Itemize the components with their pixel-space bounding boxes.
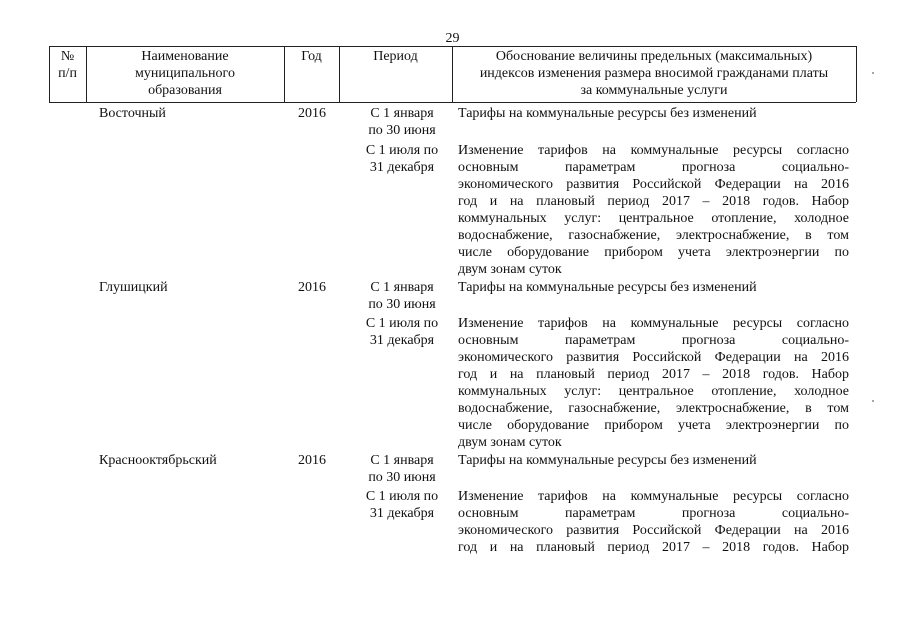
justification-word: числе <box>458 418 492 433</box>
header-number-line: № <box>60 49 75 64</box>
justification-word: центральное <box>618 384 694 399</box>
justification-word: на <box>794 177 808 192</box>
justification-word: экономического <box>458 177 553 192</box>
justification-word: прогноза <box>681 160 736 175</box>
justification-word: и <box>489 194 498 209</box>
justification-word: период <box>607 540 650 555</box>
justification-word: на <box>509 540 524 555</box>
justification-no-change: Тарифы на коммунальные ресурсы без изменений <box>458 106 757 121</box>
period-line: 31 декабря <box>369 160 435 175</box>
justification-line <box>458 400 849 417</box>
justification-word: Федерации <box>714 177 781 192</box>
justification-word: учета <box>678 418 711 433</box>
justification-word: 2018 <box>722 540 751 555</box>
justification-word: том <box>827 401 849 416</box>
justification-word: плановый <box>536 194 595 209</box>
justification-word: годов. <box>762 194 799 209</box>
justification-word: в <box>805 228 812 243</box>
justification-word: параметрам <box>564 506 636 521</box>
justification-word: оборудование <box>507 418 590 433</box>
justification-word: Российской <box>632 523 702 538</box>
justification-word: основным <box>458 506 519 521</box>
justification-word: отопление, <box>711 384 777 399</box>
justification-line <box>458 417 849 434</box>
justification-word: и <box>489 540 498 555</box>
period-line: С 1 января <box>370 106 434 121</box>
justification-word: социально- <box>781 160 849 175</box>
justification-word: услуг: <box>564 384 602 399</box>
justification-line <box>458 244 849 261</box>
justification-word: Федерации <box>714 523 781 538</box>
justification-word: Набор <box>811 540 849 555</box>
justification-word: коммунальных <box>458 384 547 399</box>
justification-line <box>458 488 849 505</box>
justification-word: развития <box>566 523 620 538</box>
justification-word: электроснабжение, <box>676 401 790 416</box>
justification-word: на <box>602 143 616 158</box>
row-year: 2016 <box>298 280 326 295</box>
header-justification-line: за коммунальные услуги <box>580 83 728 98</box>
header-period-label: Период <box>373 49 418 64</box>
justification-word: в <box>805 401 812 416</box>
period-first-half <box>355 279 449 313</box>
header-municipality-line: Наименование <box>141 49 229 64</box>
justification-word: на <box>794 350 808 365</box>
justification-word: – <box>702 194 710 209</box>
period-line: по 30 июня <box>368 297 436 312</box>
justification-word: электроэнергии <box>725 245 820 260</box>
justification-word: по <box>834 418 849 433</box>
period-line: 31 декабря <box>369 506 435 521</box>
justification-word: 2017 <box>661 194 690 209</box>
period-first-half <box>355 452 449 486</box>
header-municipality-line: образования <box>148 83 222 98</box>
justification-word: прибором <box>604 418 663 433</box>
justification-word: услуг: <box>564 211 602 226</box>
justification-word: электроснабжение, <box>676 228 790 243</box>
period-second-half <box>355 488 449 522</box>
period-line: С 1 января <box>370 453 434 468</box>
justification-word: параметрам <box>564 160 636 175</box>
justification-line <box>458 332 849 349</box>
justification-word: 2016 <box>820 177 849 192</box>
justification-word: ресурсы <box>733 143 783 158</box>
justification-change <box>458 142 849 278</box>
justification-word: коммунальные <box>630 489 719 504</box>
justification-word: холодное <box>794 211 849 226</box>
header-year-label: Год <box>301 49 322 64</box>
justification-word: ресурсы <box>733 316 783 331</box>
justification-word: плановый <box>536 367 595 382</box>
justification-word: прибором <box>604 245 663 260</box>
justification-word: Федерации <box>714 350 781 365</box>
justification-word: Изменение <box>458 489 524 504</box>
justification-word: прогноза <box>681 333 736 348</box>
justification-word: согласно <box>796 143 849 158</box>
row-year: 2016 <box>298 453 326 468</box>
justification-no-change: Тарифы на коммунальные ресурсы без изменений <box>458 280 757 295</box>
justification-word: годов. <box>762 540 799 555</box>
justification-word: Набор <box>811 367 849 382</box>
justification-word: экономического <box>458 523 553 538</box>
justification-line <box>458 349 849 366</box>
justification-word: водоснабжение, <box>458 228 553 243</box>
justification-word: – <box>702 367 710 382</box>
municipality-name: Красноoктябрьский <box>99 453 217 468</box>
justification-word: оборудование <box>507 245 590 260</box>
period-line: С 1 июля по <box>365 316 439 331</box>
municipality-name: Глушицкий <box>99 280 168 295</box>
justification-word: числе <box>458 245 492 260</box>
justification-word: согласно <box>796 316 849 331</box>
period-second-half <box>355 315 449 349</box>
table-header-divider <box>856 46 857 102</box>
justification-line <box>458 539 849 556</box>
justification-word: отопление, <box>711 211 777 226</box>
justification-word: водоснабжение, <box>458 401 553 416</box>
justification-change <box>458 488 849 556</box>
justification-word: ресурсы <box>733 489 783 504</box>
justification-no-change: Тарифы на коммунальные ресурсы без изменений <box>458 453 757 468</box>
justification-line <box>458 522 849 539</box>
justification-word: коммунальные <box>630 143 719 158</box>
justification-word: Российской <box>632 350 702 365</box>
header-year <box>284 48 339 65</box>
justification-word: на <box>602 489 616 504</box>
justification-line <box>458 383 849 400</box>
justification-word: развития <box>566 177 620 192</box>
justification-word: Набор <box>811 194 849 209</box>
justification-word: прогноза <box>681 506 736 521</box>
page-number: 29 <box>445 31 460 46</box>
period-second-half <box>355 142 449 176</box>
row-year: 2016 <box>298 106 326 121</box>
justification-word: год <box>458 540 478 555</box>
justification-word: на <box>509 367 524 382</box>
header-justification-line: Обоснование величины предельных (максимальных) <box>495 49 813 64</box>
justification-line <box>458 176 849 193</box>
justification-word: тарифов <box>538 143 588 158</box>
header-municipality <box>86 48 284 99</box>
justification-word: электроэнергии <box>725 418 820 433</box>
justification-word: год <box>458 194 478 209</box>
period-line: 31 декабря <box>369 333 435 348</box>
justification-word: 2017 <box>661 540 690 555</box>
justification-word: по <box>834 245 849 260</box>
justification-word: 2018 <box>722 367 751 382</box>
period-first-half <box>355 105 449 139</box>
justification-line <box>458 227 849 244</box>
justification-line <box>458 210 849 227</box>
municipality-name: Восточный <box>99 106 166 121</box>
justification-word: социально- <box>781 506 849 521</box>
justification-word: параметрам <box>564 333 636 348</box>
table-header-bottom-border <box>49 102 856 103</box>
justification-last-line: двум зонам суток <box>458 262 562 277</box>
period-line: С 1 января <box>370 280 434 295</box>
header-justification-line: индексов изменения размера вносимой гражданами платы <box>479 66 829 81</box>
justification-word: основным <box>458 333 519 348</box>
period-line: С 1 июля по <box>365 143 439 158</box>
justification-word: согласно <box>796 489 849 504</box>
justification-word: Изменение <box>458 143 524 158</box>
justification-word: экономического <box>458 350 553 365</box>
header-period <box>339 48 452 65</box>
justification-word: коммунальных <box>458 211 547 226</box>
justification-word: годов. <box>762 367 799 382</box>
period-line: по 30 июня <box>368 123 436 138</box>
justification-word: социально- <box>781 333 849 348</box>
period-line: С 1 июля по <box>365 489 439 504</box>
justification-line <box>458 159 849 176</box>
justification-word: 2016 <box>820 350 849 365</box>
justification-word: основным <box>458 160 519 175</box>
justification-word: тарифов <box>538 316 588 331</box>
justification-word: холодное <box>794 384 849 399</box>
justification-word: – <box>702 540 710 555</box>
justification-word: 2016 <box>820 523 849 538</box>
scan-speck <box>872 400 874 402</box>
justification-word: тарифов <box>538 489 588 504</box>
justification-word: 2018 <box>722 194 751 209</box>
justification-word: период <box>607 367 650 382</box>
header-justification <box>452 48 856 99</box>
scan-speck <box>872 72 874 74</box>
justification-word: на <box>794 523 808 538</box>
justification-change <box>458 315 849 451</box>
justification-line <box>458 366 849 383</box>
justification-word: 2017 <box>661 367 690 382</box>
justification-line <box>458 193 849 210</box>
justification-word: на <box>509 194 524 209</box>
justification-word: учета <box>678 245 711 260</box>
justification-last-line: двум зонам суток <box>458 435 562 450</box>
justification-word: газоснабжение, <box>568 401 661 416</box>
justification-word: Изменение <box>458 316 524 331</box>
justification-word: Российской <box>632 177 702 192</box>
justification-word: центральное <box>618 211 694 226</box>
header-number-line: п/п <box>58 66 77 81</box>
justification-word: год <box>458 367 478 382</box>
justification-word: на <box>602 316 616 331</box>
justification-line <box>458 505 849 522</box>
header-number <box>49 48 86 82</box>
justification-word: период <box>607 194 650 209</box>
justification-word: том <box>827 228 849 243</box>
justification-word: и <box>489 367 498 382</box>
justification-line <box>458 142 849 159</box>
justification-word: газоснабжение, <box>568 228 661 243</box>
justification-word: плановый <box>536 540 595 555</box>
justification-word: коммунальные <box>630 316 719 331</box>
period-line: по 30 июня <box>368 470 436 485</box>
justification-word: развития <box>566 350 620 365</box>
justification-line <box>458 315 849 332</box>
header-municipality-line: муниципального <box>135 66 235 81</box>
